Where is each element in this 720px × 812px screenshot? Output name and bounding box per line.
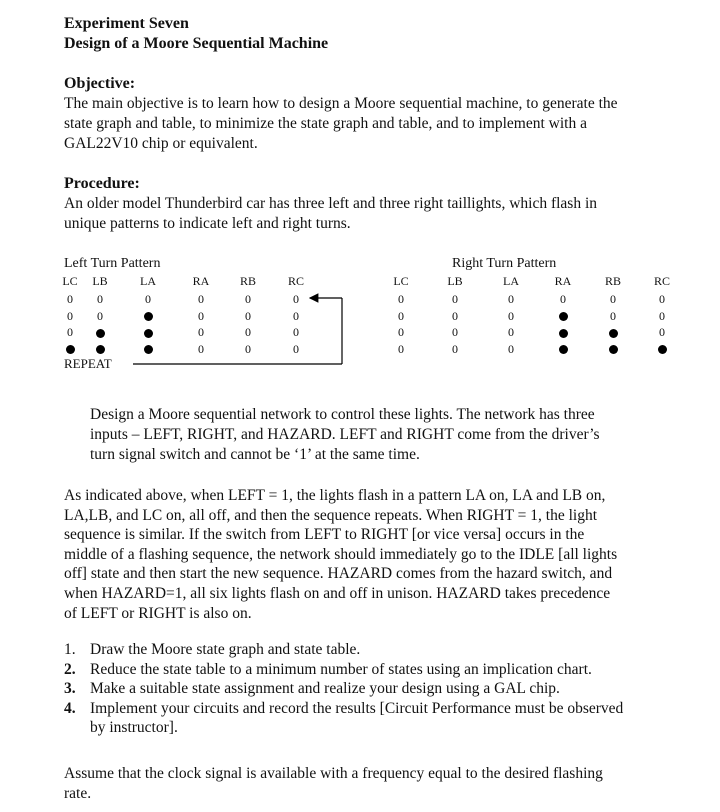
page-title: Experiment Seven xyxy=(64,15,189,32)
right-cell-light-off: 0 xyxy=(659,308,665,323)
right-cell-light-off: 0 xyxy=(508,341,514,356)
right-cell-light-off: 0 xyxy=(398,308,404,323)
left-cell-light-off: 0 xyxy=(293,292,299,306)
objective-line: The main objective is to learn how to design a Moore sequential machine, to generate the xyxy=(64,95,618,112)
light-on-dot-icon xyxy=(96,329,105,338)
right-cell-header-ra: RA xyxy=(554,274,572,288)
description-line: off] state and then start the new sequence. HAZARD comes from the hazard switch, and xyxy=(64,565,613,583)
left-cell-light-off: 0 xyxy=(293,341,299,356)
description-line: LA,LB, and LC on, all off, and then the sequence repeats. When RIGHT = 1, the light xyxy=(64,506,598,524)
right-cell-light-off: 0 xyxy=(398,341,404,356)
right-cell-light-off: 0 xyxy=(560,292,566,306)
left-cell-light-on xyxy=(133,309,163,323)
description-line: of LEFT or RIGHT is also on. xyxy=(64,604,252,622)
description-line: sequence is similar. If the switch from LEFT to RIGHT [or vice versa] occurs in the xyxy=(64,526,585,544)
left-cell-light-off: 0 xyxy=(245,308,251,323)
step-number: 4. xyxy=(64,699,76,717)
light-on-dot-icon xyxy=(144,312,153,321)
right-cell-light-off: 0 xyxy=(659,325,665,339)
right-cell-header-lc: LC xyxy=(393,274,409,288)
right-cell-light-on xyxy=(598,325,628,339)
step-number: 2. xyxy=(64,660,76,678)
right-cell-light-off: 0 xyxy=(398,325,404,339)
light-on-dot-icon xyxy=(144,345,153,354)
light-on-dot-icon xyxy=(96,345,105,354)
left-cell-header-ra: RA xyxy=(192,274,210,288)
light-on-dot-icon xyxy=(658,345,667,354)
right-cell-header-rc: RC xyxy=(653,274,670,288)
step-text: Implement your circuits and record the results [Circuit Performance must be observed xyxy=(90,699,624,717)
left-cell-light-off: 0 xyxy=(67,325,73,339)
light-on-dot-icon xyxy=(609,345,618,354)
light-on-dot-icon xyxy=(144,329,153,338)
design-line: inputs – LEFT, RIGHT, and HAZARD. LEFT and RIGHT come from the driver’s xyxy=(90,426,600,443)
light-on-dot-icon xyxy=(559,329,568,338)
step-number: 3. xyxy=(64,680,76,697)
right-cell-header-lb: LB xyxy=(447,274,463,288)
left-cell-light-off: 0 xyxy=(293,308,299,323)
left-cell-header-lc: LC xyxy=(62,274,78,288)
step-text: Make a suitable state assignment and realize your design using a GAL chip. xyxy=(90,680,560,697)
design-line: turn signal switch and cannot be ‘1’ at the same time. xyxy=(90,446,420,463)
right-cell-light-on xyxy=(598,342,628,356)
left-cell-header-rc: RC xyxy=(287,274,304,288)
left-cell-light-off: 0 xyxy=(293,325,299,339)
step-text: Draw the Moore state graph and state table. xyxy=(90,641,361,658)
left-cell-light-on xyxy=(133,325,163,339)
light-on-dot-icon xyxy=(609,329,618,338)
step-item xyxy=(64,679,704,699)
procedure-heading: Procedure: xyxy=(64,175,140,192)
light-on-dot-icon xyxy=(66,345,75,354)
right-cell-light-off: 0 xyxy=(452,325,458,339)
description-line: when HAZARD=1, all six lights flash on and off in unison. HAZARD takes precedence xyxy=(64,585,611,602)
right-cell-light-on xyxy=(548,309,578,323)
step-text: by instructor]. xyxy=(90,719,178,736)
right-pattern-title: Right Turn Pattern xyxy=(452,256,557,271)
objective-heading: Objective: xyxy=(64,75,136,92)
right-cell-header-la: LA xyxy=(503,274,519,288)
step-item xyxy=(64,660,704,680)
left-cell-light-off: 0 xyxy=(198,308,204,323)
left-cell-light-off: 0 xyxy=(245,292,251,306)
left-cell-light-off: 0 xyxy=(245,341,251,356)
right-cell-light-off: 0 xyxy=(508,308,514,323)
left-cell-light-off: 0 xyxy=(198,292,204,306)
left-cell-light-off: 0 xyxy=(145,292,151,306)
right-cell-header-rb: RB xyxy=(604,274,621,288)
design-line: Design a Moore sequential network to control these lights. The network has three xyxy=(90,406,595,423)
right-cell-light-off: 0 xyxy=(508,325,514,339)
left-cell-light-off: 0 xyxy=(198,325,204,339)
left-cell-light-off: 0 xyxy=(198,341,204,356)
closing-line: Assume that the clock signal is available with a frequency equal to the desired flashing xyxy=(64,765,603,782)
left-cell-light-off: 0 xyxy=(97,292,103,306)
right-cell-light-off: 0 xyxy=(398,292,404,306)
repeat-label: REPEAT xyxy=(64,356,112,371)
left-cell-header-lb: LB xyxy=(92,274,108,288)
left-pattern-title: Left Turn Pattern xyxy=(64,256,161,271)
left-cell-light-on xyxy=(85,325,115,339)
step-number: 1. xyxy=(64,641,76,658)
procedure-line: An older model Thunderbird car has three left and three right taillights, which flash in xyxy=(64,195,598,212)
step-item xyxy=(64,640,704,660)
procedure-line: unique patterns to indicate left and right turns. xyxy=(64,215,351,232)
left-cell-light-off: 0 xyxy=(245,325,251,339)
right-cell-light-on xyxy=(548,342,578,356)
left-cell-light-on xyxy=(133,342,163,356)
left-cell-header-la: LA xyxy=(140,274,156,288)
left-cell-light-on xyxy=(55,342,85,356)
objective-line: GAL22V10 chip or equivalent. xyxy=(64,135,258,152)
right-cell-light-on xyxy=(647,342,677,356)
right-cell-light-off: 0 xyxy=(610,292,616,306)
right-cell-light-off: 0 xyxy=(452,292,458,306)
right-cell-light-off: 0 xyxy=(452,341,458,356)
right-cell-light-off: 0 xyxy=(610,308,616,323)
right-cell-light-off: 0 xyxy=(659,292,665,306)
left-cell-light-off: 0 xyxy=(67,308,73,323)
step-text: Reduce the state table to a minimum number of states using an implication chart. xyxy=(90,660,592,678)
description-line: middle of a flashing sequence, the network should immediately go to the IDLE [all lights xyxy=(64,545,618,563)
left-cell-light-off: 0 xyxy=(97,308,103,323)
steps-list xyxy=(64,640,704,738)
right-cell-light-off: 0 xyxy=(452,308,458,323)
left-cell-light-off: 0 xyxy=(67,292,73,306)
step-item xyxy=(64,699,704,738)
closing-line: rate. xyxy=(64,785,92,802)
description-line: As indicated above, when LEFT = 1, the lights flash in a pattern LA on, LA and LB on, xyxy=(64,487,606,504)
light-on-dot-icon xyxy=(559,345,568,354)
right-cell-light-on xyxy=(548,325,578,339)
left-cell-header-rb: RB xyxy=(239,274,256,288)
objective-line: state graph and table, to minimize the state graph and table, and to implement with a xyxy=(64,115,587,132)
left-cell-light-on xyxy=(85,342,115,356)
right-cell-light-off: 0 xyxy=(508,292,514,306)
page-subtitle: Design of a Moore Sequential Machine xyxy=(64,35,329,52)
light-on-dot-icon xyxy=(559,312,568,321)
